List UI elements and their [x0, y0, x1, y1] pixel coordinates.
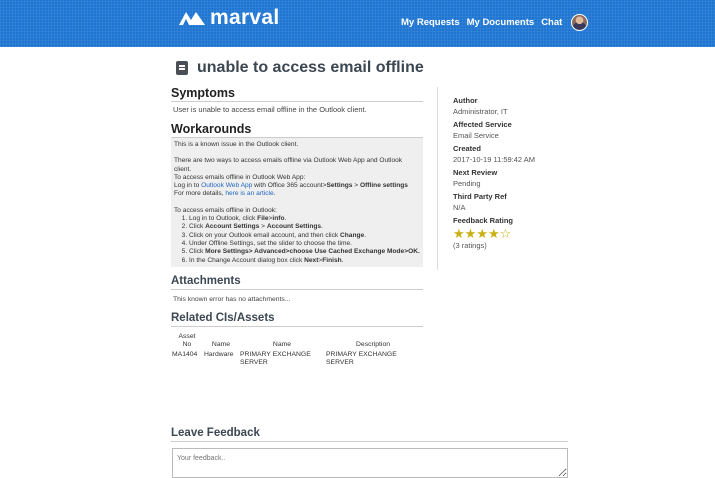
attachments-text: This known error has no attachments...	[173, 295, 291, 303]
details-sidebar	[453, 95, 573, 250]
rating-label: Feedback Rating	[453, 216, 514, 225]
cell-name: PRIMARY EXCHANGE SERVER	[240, 350, 311, 366]
review-value: Pending	[453, 179, 481, 188]
nav-chat[interactable]: Chat	[541, 17, 563, 28]
step-6: 6. In the Change Account dialog box click Next>Finish.	[189, 257, 420, 265]
marval-logo[interactable]	[178, 6, 280, 30]
cell-asset-no: MA1404	[172, 350, 198, 358]
step-3: 3. Click on your Outlook email account, and then click Change.	[189, 232, 420, 240]
top-nav	[401, 14, 588, 31]
table-row[interactable]	[171, 349, 421, 369]
col-name-type: Name	[211, 340, 231, 348]
related-cis-heading: Related CIs/Assets	[171, 312, 423, 327]
nav-my-requests[interactable]: My Requests	[401, 17, 460, 28]
star-filled-icon[interactable]: ★	[476, 226, 488, 241]
sidebar-divider	[437, 87, 438, 270]
outlook-web-app-link[interactable]: Outlook Web App	[201, 182, 253, 190]
workaround-intro: This is a known issue in the Outlook client.	[174, 141, 299, 148]
related-cis-table	[171, 333, 421, 369]
author-value: Administrator, IT	[453, 107, 508, 116]
workarounds-box	[171, 138, 423, 267]
col-asset-no: Asset No	[178, 332, 196, 348]
step-2: 2. Click Account Settings > Account Settings.	[189, 223, 420, 231]
table-header-row	[171, 333, 421, 349]
marval-logo-icon	[178, 9, 206, 27]
service-value: Email Service	[453, 131, 499, 140]
created-label: Created	[453, 144, 481, 153]
rating-count: (3 ratings)	[453, 241, 487, 250]
thirdparty-label: Third Party Ref	[453, 192, 507, 201]
star-filled-icon[interactable]: ★	[453, 226, 465, 241]
cell-type: Hardware	[204, 350, 234, 358]
review-label: Next Review	[453, 168, 498, 177]
user-avatar[interactable]	[571, 14, 588, 31]
star-filled-icon[interactable]: ★	[487, 226, 500, 241]
workaround-p6: To access emails offline in Outlook:	[174, 206, 277, 214]
feedback-heading: Leave Feedback	[171, 427, 568, 442]
book-icon	[176, 61, 188, 75]
col-name: Name	[272, 340, 292, 348]
workaround-p5: For more details, here is an article.	[174, 190, 276, 198]
workaround-p3: To access emails offline in Outlook Web App:	[174, 173, 306, 181]
created-value: 2017-10-19 11:59:42 AM	[453, 155, 536, 164]
star-empty-icon[interactable]: ☆	[499, 226, 512, 241]
star-filled-icon[interactable]: ★	[464, 226, 477, 241]
nav-my-documents[interactable]: My Documents	[466, 17, 535, 28]
step-5: 5. Click More Settings> Advanced>choose Use Cached Exchange Mode>OK.	[189, 248, 420, 256]
attachments-heading: Attachments	[171, 275, 423, 290]
top-header	[0, 0, 715, 47]
thirdparty-value: N/A	[453, 203, 466, 212]
article-link[interactable]: here is an article	[225, 190, 274, 198]
logo-text: marval	[210, 6, 280, 29]
symptoms-heading: Symptoms	[171, 86, 423, 102]
cell-description: PRIMARY EXCHANGE SERVER	[326, 350, 397, 366]
workaround-steps	[174, 215, 420, 265]
symptoms-text: User is unable to access email offline in the Outlook client.	[173, 105, 367, 114]
feedback-input[interactable]	[172, 448, 568, 478]
step-4: 4. Under Offline Settings, set the slider to choose the time.	[189, 240, 420, 248]
col-description: Description	[356, 340, 390, 348]
workaround-p4: Log in to Outlook Web App with Office 365 account>Settings > Offline settings	[174, 182, 408, 190]
workaround-p2: There are two ways to access emails offline via Outlook Web App and Outlook client.	[174, 157, 403, 173]
main-content	[171, 86, 423, 369]
step-1: 1. Log in to Outlook, click File>info.	[189, 215, 420, 223]
rating-stars[interactable]	[453, 228, 573, 240]
page-title: unable to access email offline	[197, 59, 424, 76]
author-label: Author	[453, 96, 478, 105]
service-label: Affected Service	[453, 120, 512, 129]
workarounds-heading: Workarounds	[171, 122, 423, 138]
title-row	[176, 59, 424, 77]
